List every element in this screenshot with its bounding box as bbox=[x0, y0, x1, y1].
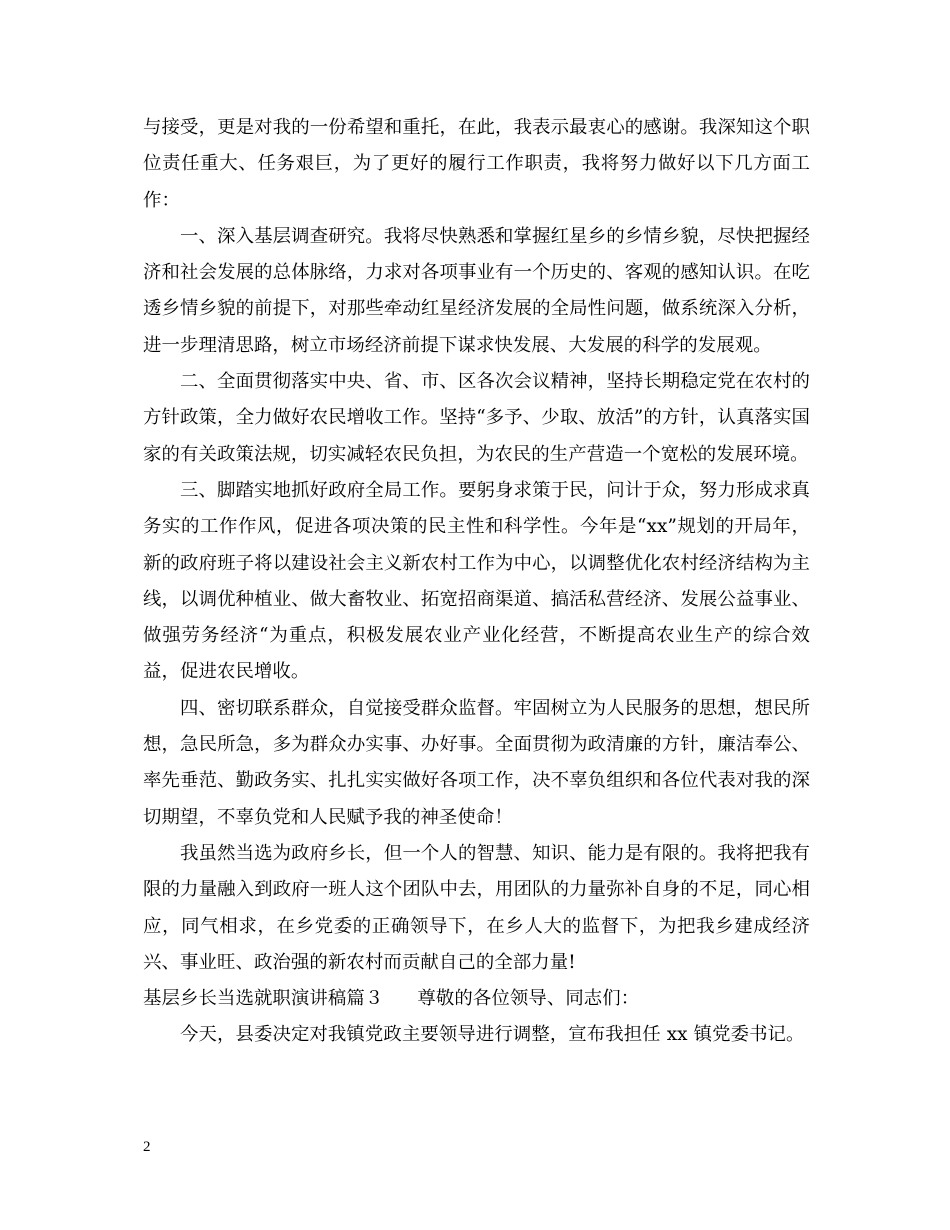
paragraph-point-three: 三、脚踏实地抓好政府全局工作。要躬身求策于民，问计于众，努力形成求真务实的工作作风，促进各项决策的民主性和科学性。今年是“xx”规划的开局年，新的政府班子将以建设社会主义新农村工作为中心，以调整优化农村经济结构为主线，以调优种植业、做大畜牧业、拓宽招商渠道、搞活私营经济、发展公益事业、做强劳务经济“为重点，积极发展农业产业化经营，不断提高农业生产的综合效益，促进农民增收。 bbox=[143, 479, 810, 683]
paragraph-conclusion: 我虽然当选为政府乡长，但一个人的智慧、知识、能力是有限的。我将把我有限的力量融入到政府一班人这个团队中去，用团队的力量弥补自身的不足，同心相应，同气相求，在乡党委的正确领导下，在乡人大的监督下，为把我乡建成经济兴、事业旺、政治强的新农村而贡献自己的全部力量! bbox=[143, 842, 810, 973]
salutation: 尊敬的各位领导、同志们： bbox=[417, 988, 640, 1010]
page-number: 2 bbox=[143, 1139, 151, 1155]
paragraph-intro-continuation: 与接受，更是对我的一份希望和重托，在此，我表示最衷心的感谢。我深知这个职位责任重大、任务艰巨，为了更好的履行工作职责，我将努力做好以下几方面工作： bbox=[143, 117, 810, 211]
section-title: 基层乡长当选就职演讲稿篇３ bbox=[143, 988, 384, 1010]
paragraph-point-two: 二、全面贯彻落实中央、省、市、区各次会议精神，坚持长期稳定党在农村的方针政策，全力做好农民增收工作。坚持“多予、少取、放活”的方针，认真落实国家的有关政策法规，切实减轻农民负担，为农民的生产营造一个宽松的发展环境。 bbox=[143, 371, 810, 465]
document-body bbox=[143, 110, 810, 1054]
paragraph-new-speech-opening: 今天，县委决定对我镇党政主要领导进行调整，宣布我担任 xx 镇党委书记。 bbox=[180, 1024, 805, 1046]
paragraph-point-one: 一、深入基层调查研究。我将尽快熟悉和掌握红星乡的乡情乡貌，尽快把握经济和社会发展的总体脉络，力求对各项事业有一个历史的、客观的感知认识。在吃透乡情乡貌的前提下，对那些牵动红星经济发展的全局性问题，做系统深入分析，进一步理清思路，树立市场经济前提下谋求快发展、大发展的科学的发展观。 bbox=[143, 225, 810, 356]
section-heading-line bbox=[143, 981, 810, 1017]
paragraph-point-four: 四、密切联系群众，自觉接受群众监督。牢固树立为人民服务的思想，想民所想，急民所急，多为群众办实事、办好事。全面贯彻为政清廉的方针，廉洁奉公、率先垂范、勤政务实、扎扎实实做好各项工作，决不辜负组织和各位代表对我的深切期望，不辜负党和人民赋予我的神圣使命！ bbox=[143, 697, 810, 828]
